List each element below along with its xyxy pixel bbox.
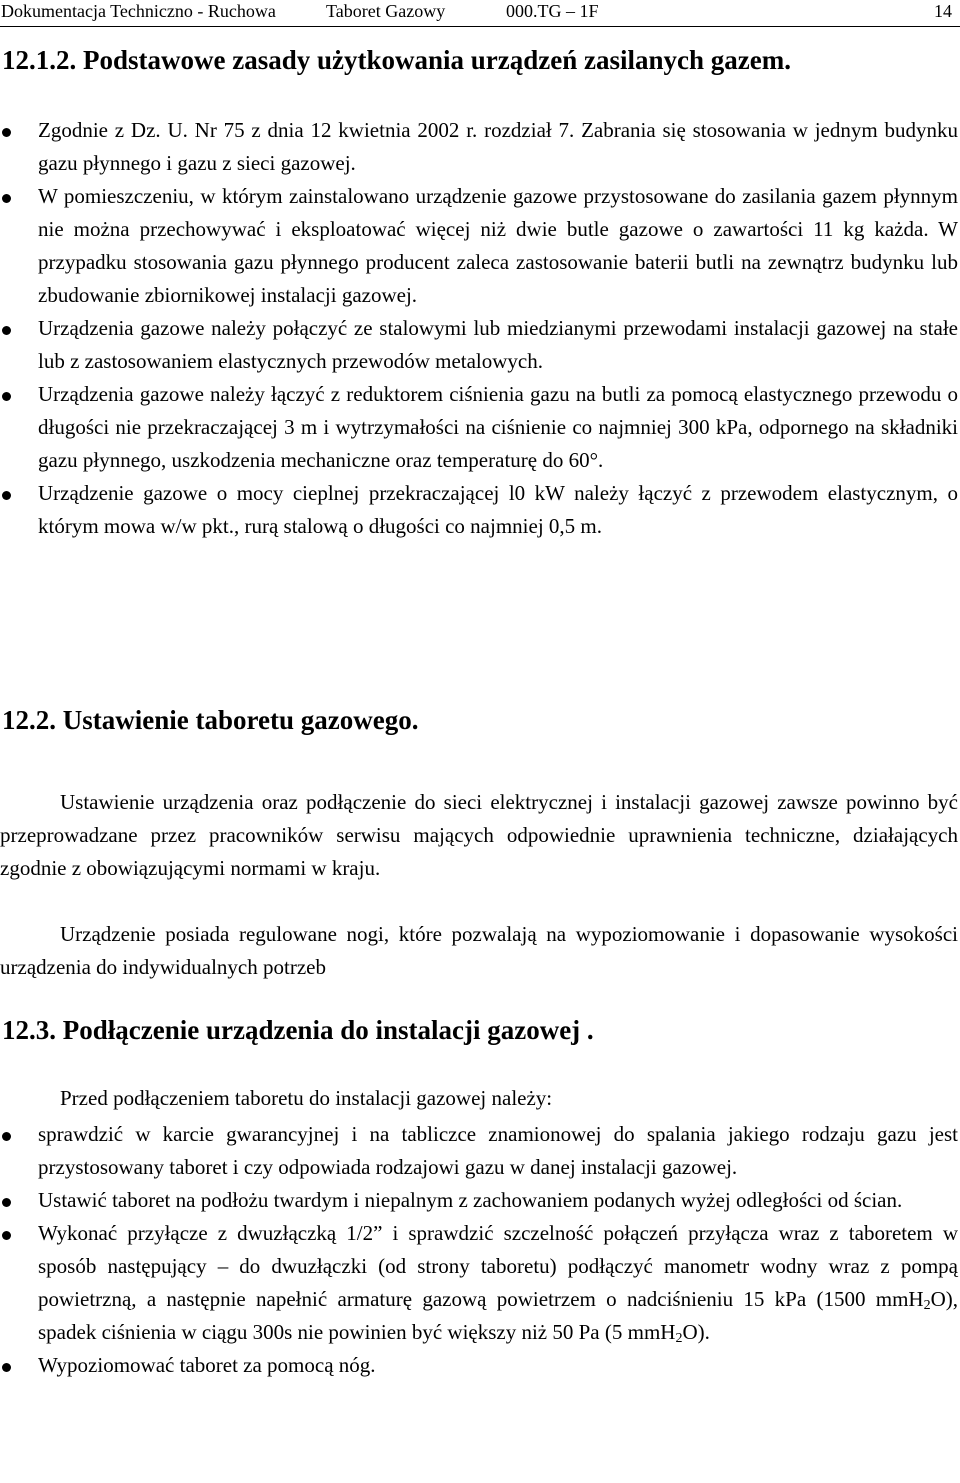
usage-rules-list bbox=[0, 114, 958, 543]
list-item: Wykonać przyłącze z dwuzłączką 1/2” i sprawdzić szczelność połączeń przyłącza wraz z taboretem w sposób następujący – do dwuzłączki (od strony taboretu) podłączyć manometr wodny wraz z pompą powietrzną, a następnie napełnić armaturę gazową powietrzem o nadciśnieniu 15 kPa (1500 mmH$_2$O), spadek ciśnienia w ciągu 300s nie powinien być większy niż 50 Pa (5 mmH$_2$O). bbox=[0, 1217, 958, 1349]
bullet-icon bbox=[2, 1198, 11, 1207]
section-heading-12-3: 12.3. Podłączenie urządzenia do instalacji gazowej . bbox=[2, 1015, 594, 1045]
bullet-icon bbox=[2, 392, 11, 401]
bullet-icon bbox=[2, 1132, 11, 1141]
list-item: sprawdzić w karcie gwarancyjnej i na tabliczce znamionowej do spalania jakiego rodzaju gazu jest przystosowany taboret i czy odpowiada rodzajowi gazu w danej instalacji gazowej. bbox=[0, 1118, 958, 1184]
header-page-number: 14 bbox=[934, 1, 952, 21]
list-item: W pomieszczeniu, w którym zainstalowano urządzenie gazowe przystosowane do zasilania gazem płynnym nie można przechowywać i eksploatować więcej niż dwie butle gazowe o zawartości 11 kg każda. W przypadku stosowania gazu płynnego producent zaleca zastosowanie baterii butli na zewnątrz budynku lub zbudowanie zbiornikowej instalacji gazowej. bbox=[0, 180, 958, 312]
paragraph-adjustable-legs: Urządzenie posiada regulowane nogi, które pozwalają na wypoziomowanie i dopasowanie wysokości urządzenia do indywidualnych potrzeb bbox=[0, 922, 958, 979]
section-heading-12-1-2: 12.1.2. Podstawowe zasady użytkowania urządzeń zasilanych gazem. bbox=[2, 45, 791, 75]
page-header bbox=[0, 0, 960, 27]
header-product-name: Taboret Gazowy bbox=[326, 1, 446, 21]
bullet-icon bbox=[2, 326, 11, 335]
connection-steps-list bbox=[0, 1118, 958, 1382]
bullet-icon bbox=[2, 128, 11, 137]
paragraph-intro: Przed podłączeniem taboretu do instalacji gazowej należy: bbox=[60, 1086, 553, 1110]
list-item: Urządzenia gazowe należy połączyć ze stalowymi lub miedzianymi przewodami instalacji gazowej na stałe lub z zastosowaniem elastycznych przewodów metalowych. bbox=[0, 312, 958, 378]
header-document-title: Dokumentacja Techniczno - Ruchowa bbox=[1, 1, 276, 21]
list-item: Urządzenia gazowe należy łączyć z reduktorem ciśnienia gazu na butli za pomocą elastycznego przewodu o długości nie przekraczającej 3 m i wytrzymałości na ciśnienie co najmniej 300 kPa, odpornego na składniki gazu płynnego, uszkodzenia mechaniczne oraz temperaturę do 60°. bbox=[0, 378, 958, 477]
list-item: Ustawić taboret na podłożu twardym i niepalnym z zachowaniem podanych wyżej odległości od ścian. bbox=[0, 1184, 958, 1217]
bullet-icon bbox=[2, 1231, 11, 1240]
paragraph-installation: Ustawienie urządzenia oraz podłączenie do sieci elektrycznej i instalacji gazowej zawsze powinno być przeprowadzane przez pracowników serwisu mających odpowiednie uprawnienia techniczne, działających zgodnie z obowiązującymi normami w kraju. bbox=[0, 790, 958, 880]
bullet-icon bbox=[2, 1363, 11, 1372]
list-item: Urządzenie gazowe o mocy cieplnej przekraczającej l0 kW należy łączyć z przewodem elastycznym, o którym mowa w/w pkt., rurą stalową o długości co najmniej 0,5 m. bbox=[0, 477, 958, 543]
section-heading-12-2: 12.2. Ustawienie taboretu gazowego. bbox=[2, 705, 419, 735]
list-item: Zgodnie z Dz. U. Nr 75 z dnia 12 kwietnia 2002 r. rozdział 7. Zabrania się stosowania w jednym budynku gazu płynnego i gazu z sieci gazowej. bbox=[0, 114, 958, 180]
bullet-icon bbox=[2, 491, 11, 500]
list-item: Wypoziomować taboret za pomocą nóg. bbox=[0, 1349, 958, 1382]
bullet-icon bbox=[2, 194, 11, 203]
header-product-code: 000.TG – 1F bbox=[506, 1, 599, 21]
